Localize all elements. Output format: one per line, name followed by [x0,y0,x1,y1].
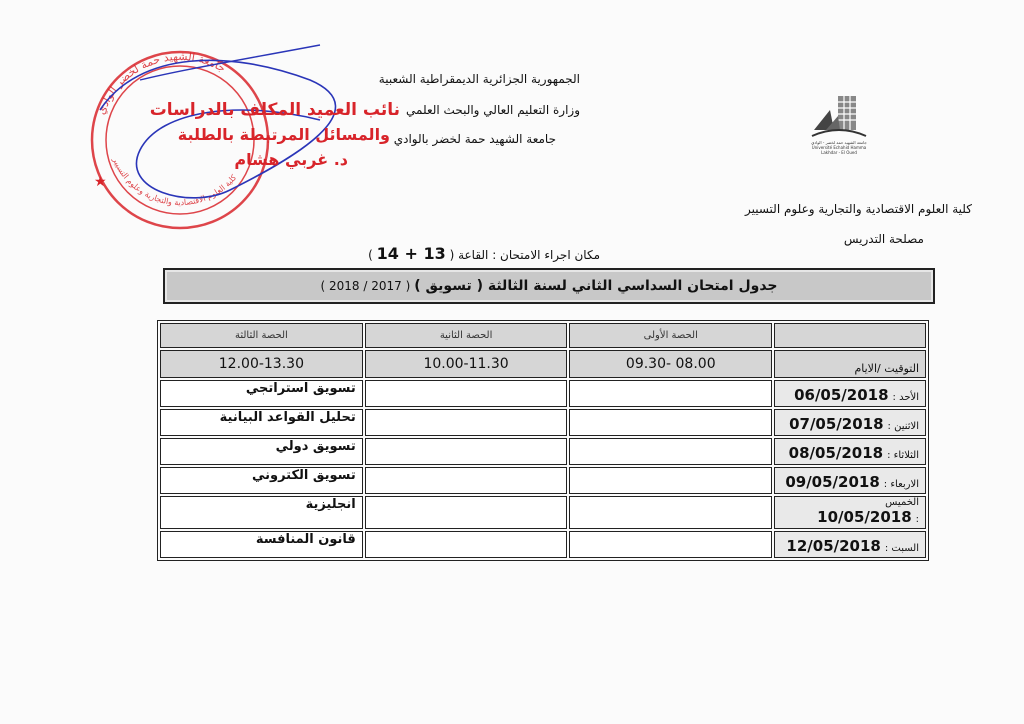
session-3-subject: تحليل القواعد البيانية [160,409,363,436]
session-2-cell [365,380,568,407]
session-1-cell [569,496,772,529]
header-republic: الجمهورية الجزائرية الديمقراطية الشعبية [378,72,580,86]
session-3-subject: تسويق استراتجي [160,380,363,407]
session-1-cell [569,467,772,494]
schedule-title [163,268,935,304]
day-cell: الاثنين :07/05/2018 [774,409,926,436]
session-1-cell [569,380,772,407]
table-row [160,409,926,436]
signature-title-line2: والمسائل المرتبطة بالطلبة [177,125,390,144]
exam-location-rooms: 13 + 14 [376,244,446,263]
day-cell: الأحد :06/05/2018 [774,380,926,407]
day-cell: الخميس :10/05/2018 [774,496,926,529]
signature-stamp-area [80,40,400,230]
session-3-subject: انجليزية [160,496,363,529]
logo-caption: جامعة الشهيد حمة لخضر - الوادي Université Echahid Hamma Lakhdar - El Oued [811,140,867,155]
svg-text:جامعة الشهيد حمة لخضر الوادي: جامعة الشهيد حمة لخضر الوادي [94,49,228,117]
session-1-time: 08.00 -09.30 [569,350,772,378]
session-3-time: 12.00-13.30 [160,350,363,378]
exam-schedule-table [157,320,929,561]
session-1-cell [569,409,772,436]
session-2-cell [365,438,568,465]
session-3-subject: تسويق دولي [160,438,363,465]
header-ministry: وزارة التعليم العالي والبحث العلمي [406,103,580,117]
svg-text:★: ★ [94,174,107,190]
day-header: التوقيت /الايام [774,350,926,378]
day-cell: الاربعاء :09/05/2018 [774,467,926,494]
schedule-title-year: ( 2017 / 2018 ) [320,279,411,293]
session-1-cell [569,531,772,558]
schedule-title-main: جدول امتحان السداسي الثاني لسنة الثالثة ( تسويق ) [414,278,778,294]
session-2-cell [365,467,568,494]
table-row [160,531,926,558]
exam-location-close: ) [368,248,373,262]
exam-location [350,244,600,263]
day-cell: الثلاثاء :08/05/2018 [774,438,926,465]
table-row [160,467,926,494]
session-2-cell [365,496,568,529]
session-3-name: الحصة الثالثة [160,323,363,348]
table-time-row [160,350,926,378]
session-1-cell [569,438,772,465]
signature-title-line1: نائب العميد المكلف بالدراسات [149,100,400,120]
session-2-cell [365,409,568,436]
session-2-time: 10.00-11.30 [365,350,568,378]
table-row [160,380,926,407]
header-faculty: كلية العلوم الاقتصادية والتجارية وعلوم التسيير [744,202,972,216]
header-department: مصلحة التدريس [843,232,924,246]
session-2-cell [365,531,568,558]
session-1-name: الحصة الأولى [569,323,772,348]
table-row [160,496,926,529]
session-3-subject: تسويق الكتروني [160,467,363,494]
signature-name: د. غربي هشام [234,150,348,169]
session-2-name: الحصة الثانية [365,323,568,348]
day-cell: السبت :12/05/2018 [774,531,926,558]
header-empty-cell [774,323,926,348]
table-header-row [160,323,926,348]
svg-text:كلية العلوم الاقتصادية والتجار: كلية العلوم الاقتصادية والتجارية وعلوم التسيير [110,156,239,208]
header-university: جامعة الشهيد حمة لخضر بالوادي [393,132,556,146]
session-3-subject: قانون المنافسة [160,531,363,558]
exam-location-label: مكان اجراء الامتحان : القاعة ( [449,248,600,262]
table-row [160,438,926,465]
